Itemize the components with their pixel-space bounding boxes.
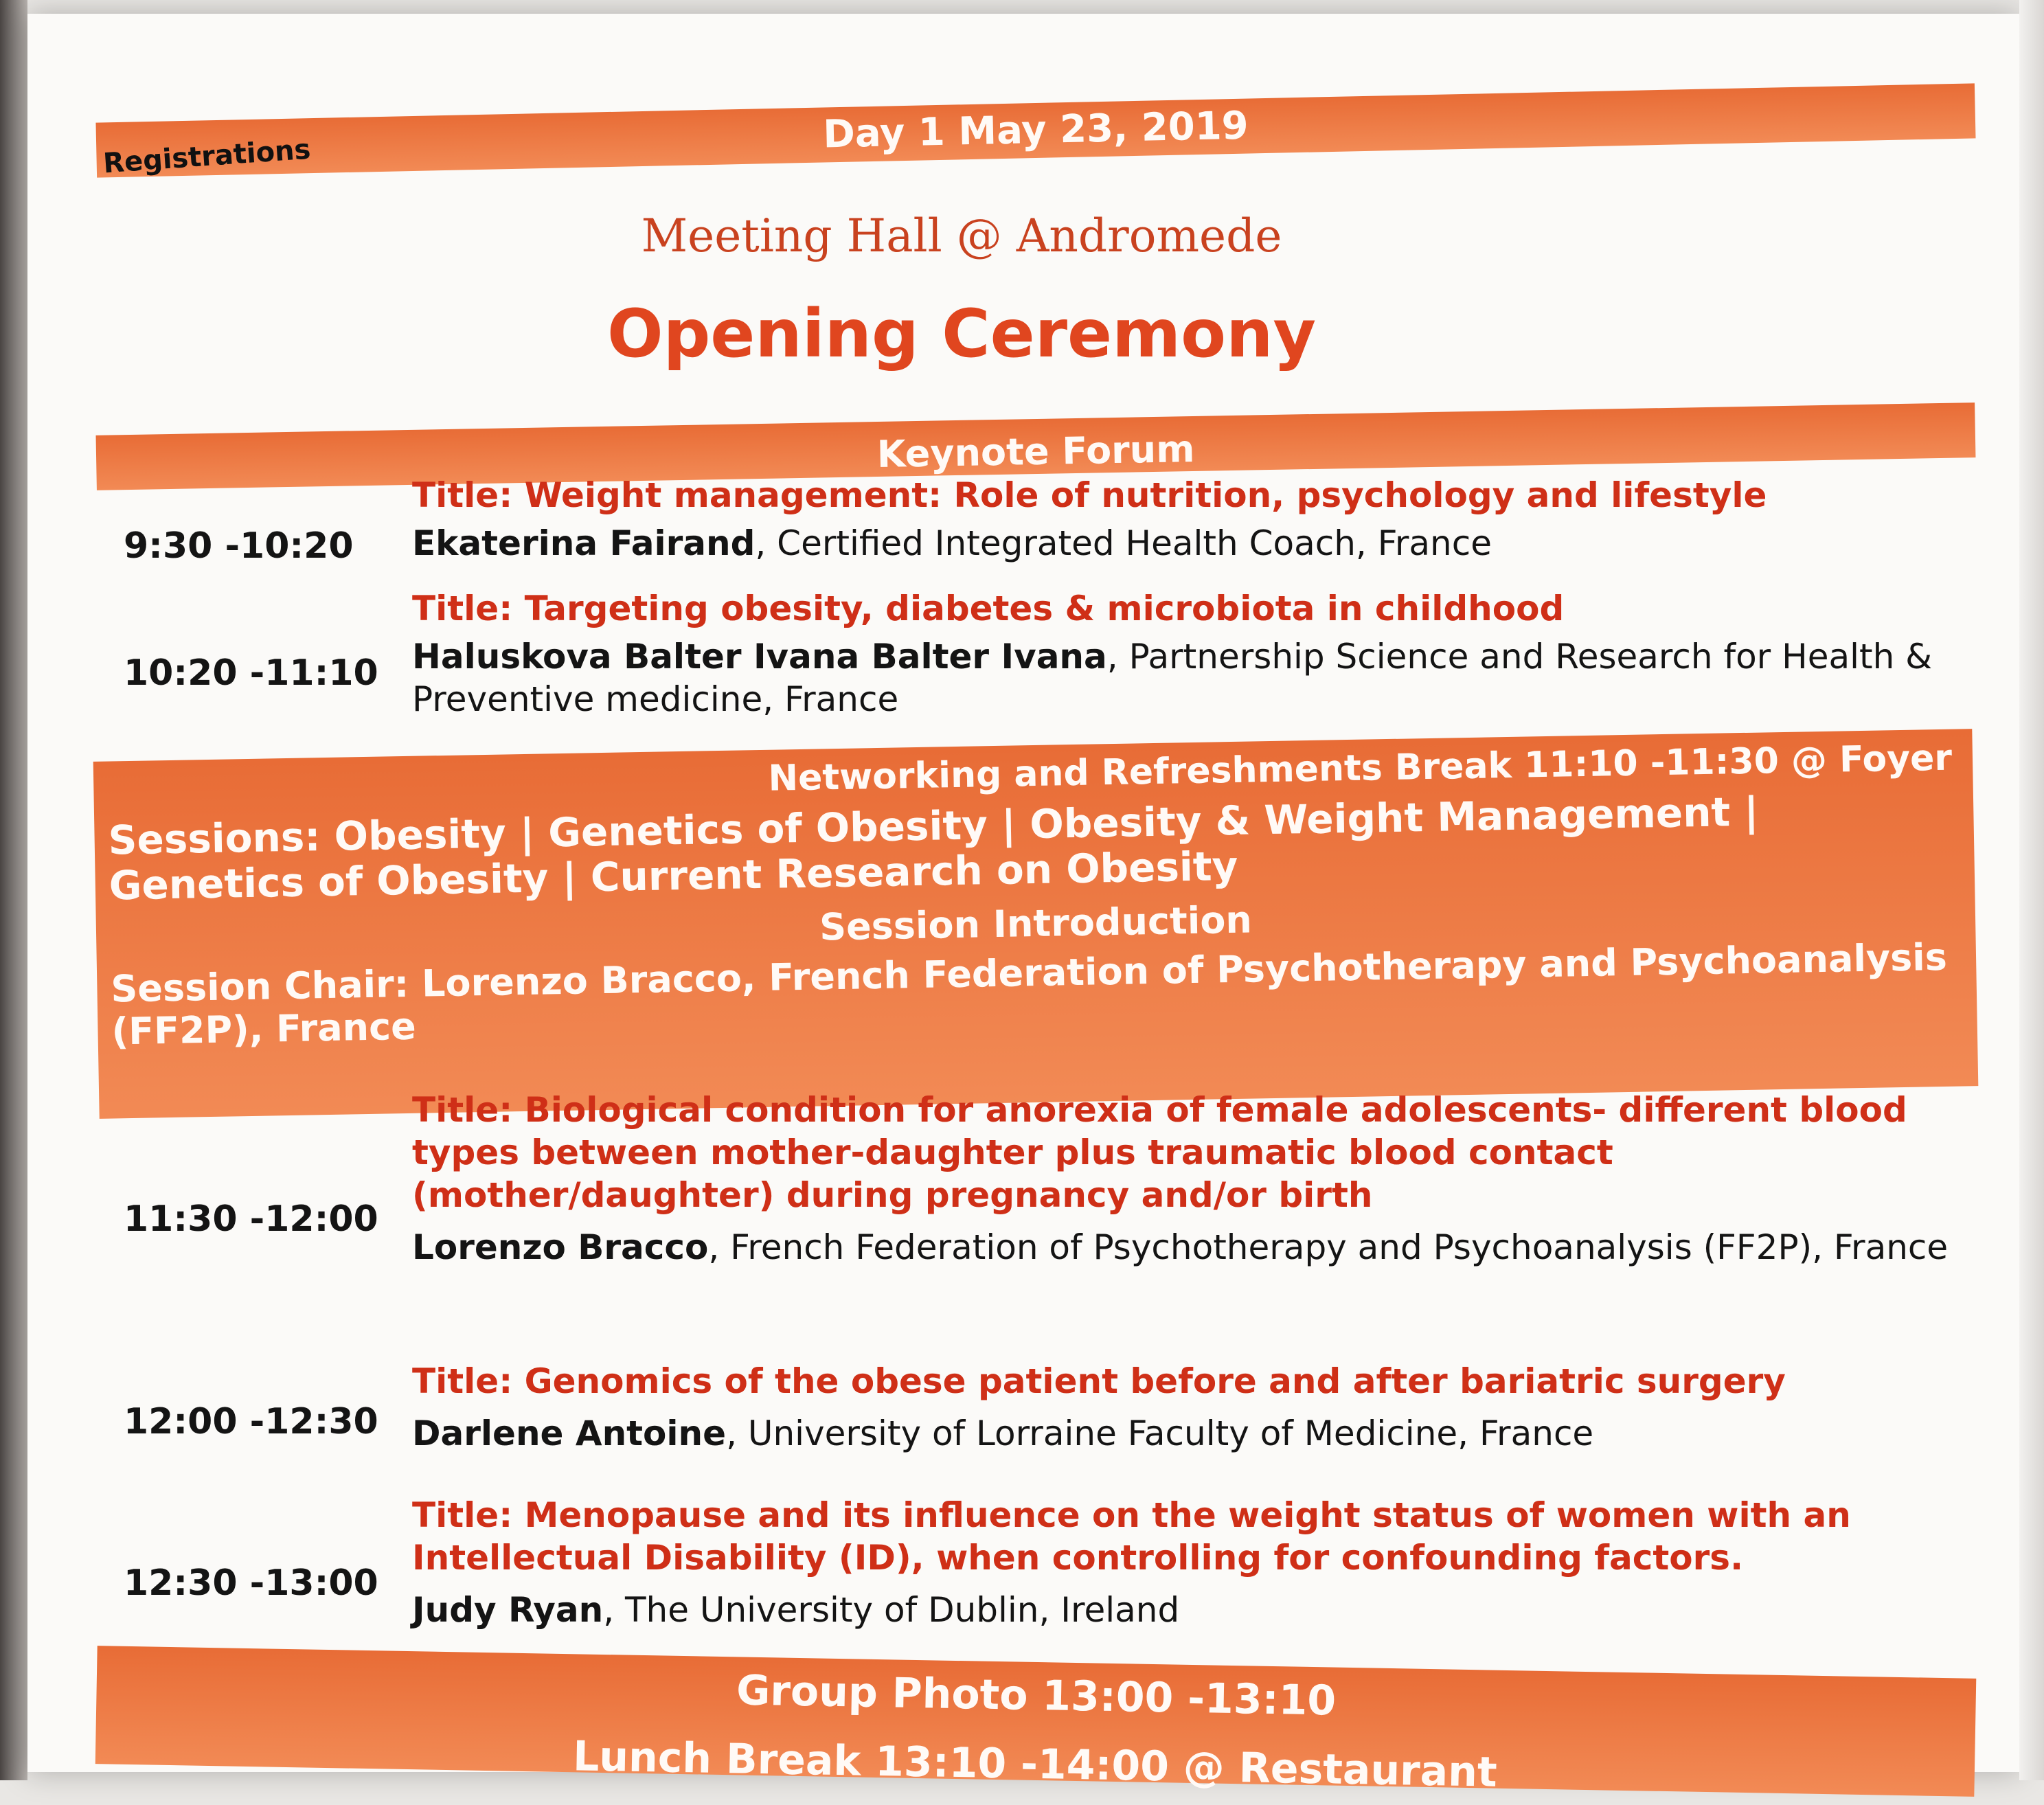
speaker-affiliation: , The University of Dublin, Ireland	[603, 1590, 1180, 1630]
session-topics: Sessions: Obesity | Genetics of Obesity | Obesity & Weight Management | Genetics of Obesity | Current Research on Obesity	[108, 788, 1760, 909]
talk-entry	[412, 587, 1982, 720]
speaker-name: Judy Ryan	[412, 1590, 604, 1630]
speaker-name: Ekaterina Fairand	[412, 523, 756, 563]
speaker-name: Lorenzo Bracco	[412, 1227, 709, 1267]
talk-title: Title: Menopause and its influence on the weight status of women with an Intellectual Disability (ID), when controlling for confounding factors.	[412, 1495, 1851, 1578]
talk-time: 10:20 -11:10	[124, 652, 378, 694]
networking-break: Networking and Refreshments Break 11:10 -11:30 @ Foyer	[768, 737, 1953, 799]
talk-speaker	[412, 1412, 1982, 1455]
talk-title: Title: Targeting obesity, diabetes & microbiota in childhood	[412, 589, 1565, 628]
talk-time: 9:30 -10:20	[124, 525, 354, 567]
speaker-affiliation: , Certified Integrated Health Coach, France	[755, 523, 1492, 563]
talk-title: Title: Genomics of the obese patient before and after bariatric surgery	[412, 1361, 1786, 1401]
book-binding-shadow	[0, 0, 27, 1780]
lunch-break: Lunch Break 13:10 -14:00 @ Restaurant	[572, 1732, 1498, 1797]
talk-entry	[412, 474, 1982, 565]
talk-time: 12:00 -12:30	[124, 1401, 378, 1442]
talk-entry	[412, 1494, 1982, 1631]
sessions-band	[93, 729, 1979, 1119]
talk-time: 11:30 -12:00	[124, 1199, 378, 1240]
registrations-label: Registrations	[102, 133, 312, 180]
talk-title: Title: Weight management: Role of nutrition, psychology and lifestyle	[412, 475, 1767, 515]
speaker-affiliation: , French Federation of Psychotherapy and Psychoanalysis (FF2P), France	[708, 1227, 1949, 1267]
day-header: Day 1 May 23, 2019	[822, 103, 1249, 157]
speaker-name: Haluskova Balter Ivana Balter Ivana	[412, 637, 1107, 677]
next-page-edge	[2019, 0, 2044, 1780]
group-photo: Group Photo 13:00 -13:10	[736, 1666, 1337, 1725]
keynote-forum-heading: Keynote Forum	[876, 427, 1195, 477]
talk-speaker	[412, 1226, 1982, 1269]
talk-title: Title: Biological condition for anorexia of female adolescents- different blood types between mother-daughter plus traumatic blood contact (mother/daughter) during pregnancy and/or birth	[412, 1090, 1907, 1215]
opening-ceremony-heading: Opening Ceremony	[606, 295, 1317, 372]
talk-entry	[412, 1360, 1982, 1455]
speaker-name: Darlene Antoine	[412, 1414, 727, 1453]
talk-time: 12:30 -13:00	[124, 1563, 378, 1604]
talk-speaker	[412, 1589, 1982, 1631]
talk-entry	[412, 1089, 1982, 1269]
speaker-affiliation: , University of Lorraine Faculty of Medicine, France	[726, 1414, 1594, 1453]
session-introduction: Session Introduction	[819, 898, 1253, 949]
venue-heading: Meeting Hall @ Andromede	[641, 209, 1282, 262]
talk-speaker	[412, 522, 1982, 565]
speaker-affiliation: , Partnership Science and Research for Health & Preventive medicine, France	[412, 637, 1933, 719]
talk-speaker	[412, 635, 1982, 720]
session-chair: Session Chair: Lorenzo Bracco, French Federation of Psychotherapy and Psychoanalysis (FF2P), France	[110, 935, 1948, 1054]
